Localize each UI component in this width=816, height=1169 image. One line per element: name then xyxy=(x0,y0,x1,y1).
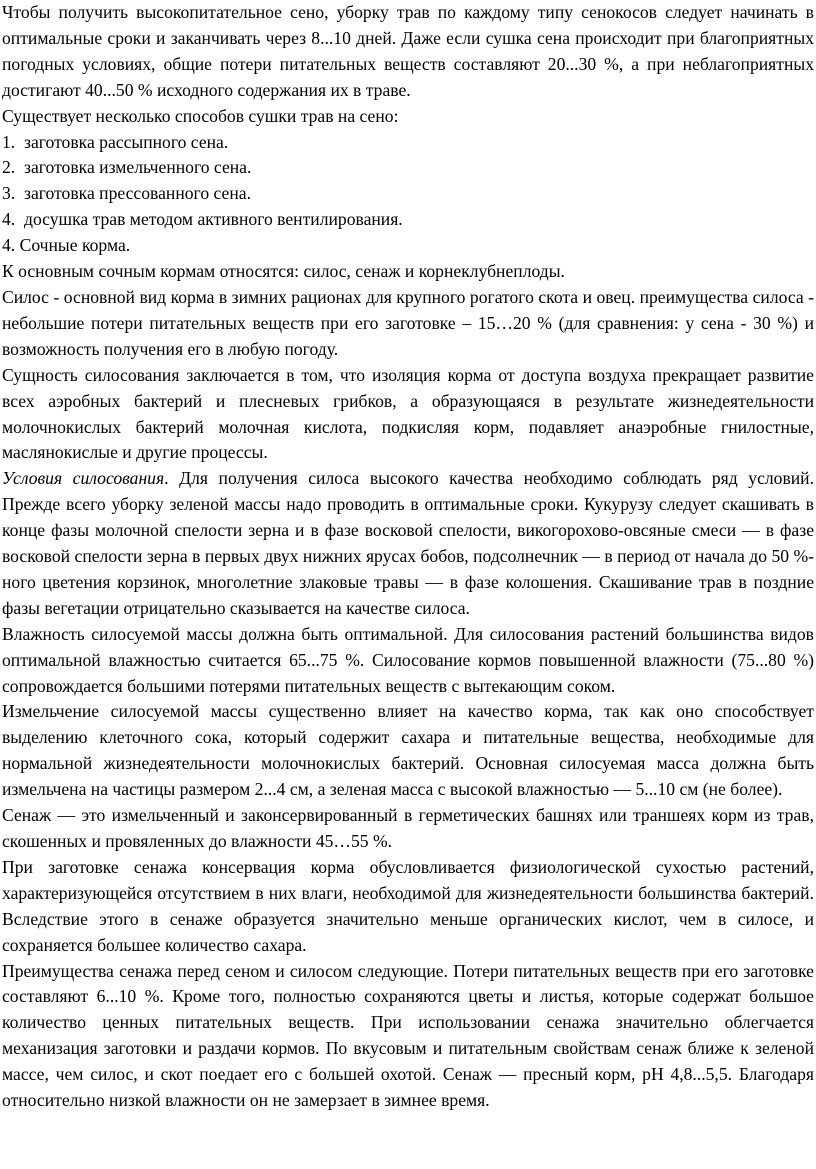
list-item-number: 4. xyxy=(2,209,16,230)
paragraph-silage-chopping: Измельчение силосуемой массы существенно влияет на качество корма, так как оно способствует выделению клеточного сока, который содержит сахара и питательные вещества, необходимые для нормальной жизнедеятельности молочнокислых бактерий. Основная силосуемая масса должна быть измельчена на частицы размером 2...4 см, а зеленая масса с высокой влажностью — 5...10 см (не более). xyxy=(2,701,814,800)
document-body xyxy=(2,0,814,1114)
paragraph-drying-methods-intro: Существует несколько способов сушки трав на сено: xyxy=(2,105,399,126)
list-item xyxy=(2,207,814,233)
list-item-text: заготовка измельченного сена. xyxy=(24,157,252,178)
paragraph-hay-harvest: Чтобы получить высокопитательное сено, уборку трав по каждому типу сенокосов следует начинать в оптимальные сроки и заканчивать через 8...10 дней. Даже если сушка сена происходит при благоприятных погодных условиях, общие потери питательных веществ составляют 20...30 %, а при неблагоприятных достигают 40...50 % исходного содержания их в траве. xyxy=(2,2,814,100)
ensiling-conditions-title: Условия силосования xyxy=(2,468,165,489)
list-item-text: досушка трав методом активного вентилирования. xyxy=(24,209,403,230)
paragraph-haylage-preservation: При заготовке сенажа консервация корма обусловливается физиологической сухостью растений, характеризующейся отсутствием в них влаги, необходимой для жизнедеятельности большинства бактерий. Вследствие этого в сенаже образуется значительно меньше органических кислот, чем в силосе, и сохраняется большее количество сахара. xyxy=(2,856,814,955)
list-item xyxy=(2,130,814,156)
paragraph-ensiling-essence: Сущность силосования заключается в том, что изоляция корма от доступа воздуха прекращает развитие всех аэробных бактерий и плесневых грибков, а образующаяся в результате жизнедеятельности молочнокислых бактерий молочная кислота, подкисляя корм, подавляет анаэробные гнилостные, маслянокислые и другие процессы. xyxy=(2,364,814,463)
ensiling-conditions-text: . Для получения силоса высокого качества необходимо соблюдать ряд условий. Прежде всего уборку зеленой массы надо проводить в оптимальные сроки. Кукурузу следует скашивать в конце фазы молочной спелости зерна и в фазе восковой спелости, викогорохово-овсяные смеси — в фазе восковой спелости зерна в первых двух нижних ярусах бобов, подсолнечник — в период от начала до 50 %-ного цветения корзинок, многолетние злаковые травы — в фазе колошения. Скашивание трав в поздние фазы вегетации отрицательно сказывается на качестве силоса. xyxy=(2,468,814,618)
list-item xyxy=(2,155,814,181)
section-heading-succulent-feed: 4. Сочные корма. xyxy=(2,235,131,256)
paragraph-haylage-advantages: Преимущества сенажа перед сеном и силосом следующие. Потери питательных веществ при его заготовке составляют 6...10 %. Кроме того, полностью сохраняются цветы и листья, которые содержат большое количество ценных питательных веществ. При использовании сенажа значительно облегчается механизация заготовки и раздачи кормов. По вкусовым и питательным свойствам сенаж ближе к зеленой массе, чем силос, и скот поедает его с большей охотой. Сенаж — пресный корм, pH 4,8...5,5. Благодаря относительно низкой влажности он не замерзает в зимнее время. xyxy=(2,960,814,1111)
list-item xyxy=(2,181,814,207)
paragraph-ensiling-conditions xyxy=(2,466,814,621)
drying-methods-list xyxy=(2,130,814,234)
list-item-number: 1. xyxy=(2,131,16,152)
paragraph-succulent-feed-types: К основным сочным кормам относятся: силос, сенаж и корнеклубнеплоды. xyxy=(2,261,565,282)
list-item-text: заготовка прессованного сена. xyxy=(24,183,251,204)
list-item-text: заготовка рассыпного сена. xyxy=(24,131,229,152)
paragraph-haylage-definition: Сенаж — это измельченный и законсервированный в герметических башнях или траншеях корм из трав, скошенных и провяленных до влажности 45…55 %. xyxy=(2,805,814,851)
paragraph-silage-definition: Силос - основной вид корма в зимних рационах для крупного рогатого скота и овец. преимущества силоса - небольшие потери питательных веществ при его заготовке – 15…20 % (для сравнения: у сена - 30 %) и возможность получения его в любую погоду. xyxy=(2,286,814,359)
list-item-number: 3. xyxy=(2,183,16,204)
paragraph-silage-moisture: Влажность силосуемой массы должна быть оптимальной. Для силосования растений большинства видов оптимальной влажностью считается 65...75 %. Силосование кормов повышенной влажности (75...80 %) сопровождается большими потерями питательных веществ с вытекающим соком. xyxy=(2,623,814,696)
list-item-number: 2. xyxy=(2,157,16,178)
